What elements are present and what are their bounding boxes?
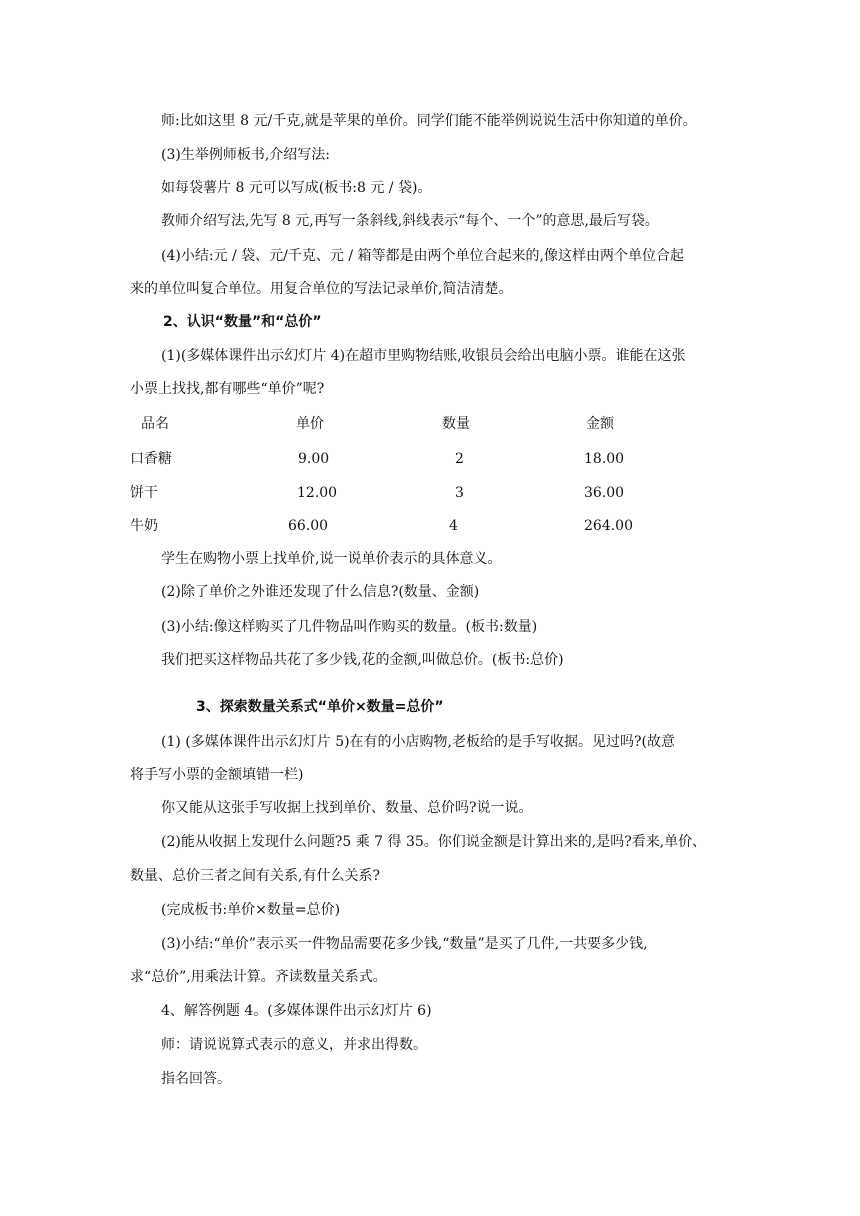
paragraph: 指名回答。 xyxy=(161,1071,231,1087)
table-cell: 9.00 xyxy=(298,451,330,467)
section-heading: 3、探索数量关系式“单价×数量=总价” xyxy=(196,699,444,715)
paragraph-continuation: 求“总价”,用乘法计算。齐读数量关系式。 xyxy=(130,969,387,985)
table-cell: 饼干 xyxy=(130,485,158,501)
table-cell: 4 xyxy=(449,518,458,534)
paragraph: (4)小结:元 / 袋、元/千克、元 / 箱等都是由两个单位合起来的,像这样由两个单位合起 xyxy=(161,248,684,264)
paragraph: (3)小结:像这样购买了几件物品叫作购买的数量。(板书:数量) xyxy=(161,619,538,635)
paragraph: (完成板书:单价×数量=总价) xyxy=(161,902,341,918)
paragraph: (1)(多媒体课件出示幻灯片 4)在超市里购物结账,收银员会给出电脑小票。谁能在这张 xyxy=(161,348,686,364)
table-cell: 口香糖 xyxy=(130,451,172,467)
paragraph: (3)小结:“单价”表示买一件物品需要花多少钱,“数量”是买了几件,一共要多少钱, xyxy=(161,936,648,952)
table-cell: 36.00 xyxy=(584,485,625,501)
table-header-cell: 数量 xyxy=(442,416,470,432)
paragraph: (2)除了单价之外谁还发现了什么信息?(数量、金额) xyxy=(161,584,480,600)
table-cell: 18.00 xyxy=(584,451,625,467)
paragraph: 师:比如这里 8 元/千克,就是苹果的单价。同学们能不能举例说说生活中你知道的单价。 xyxy=(161,113,697,129)
table-cell: 264.00 xyxy=(584,518,633,534)
section-heading: 2、认识“数量”和“总价” xyxy=(163,314,322,330)
paragraph: 如每袋薯片 8 元可以写成(板书:8 元 / 袋)。 xyxy=(161,180,432,196)
table-header-cell: 单价 xyxy=(296,416,324,432)
table-cell: 3 xyxy=(455,485,464,501)
paragraph: (1) (多媒体课件出示幻灯片 5)在有的小店购物,老板给的是手写收据。见过吗?(故意 xyxy=(161,734,675,750)
paragraph-continuation: 来的单位叫复合单位。用复合单位的写法记录单价,简洁清楚。 xyxy=(130,281,513,297)
table-header-cell: 品名 xyxy=(141,416,169,432)
paragraph-continuation: 数量、总价三者之间有关系,有什么关系? xyxy=(130,868,380,884)
paragraph: (2)能从收据上发现什么问题?5 乘 7 得 35。你们说金额是计算出来的,是吗?看来,单价、 xyxy=(161,834,707,850)
paragraph: 你又能从这张手写收据上找到单价、数量、总价吗?说一说。 xyxy=(161,800,533,816)
paragraph: 师：请说说算式表示的意义，并求出得数。 xyxy=(161,1037,427,1053)
table-cell: 12.00 xyxy=(297,485,338,501)
paragraph: 学生在购物小票上找单价,说一说单价表示的具体意义。 xyxy=(161,551,502,567)
paragraph: 教师介绍写法,先写 8 元,再写一条斜线,斜线表示“每个、一个”的意思,最后写袋。 xyxy=(161,213,659,229)
table-header-cell: 金额 xyxy=(586,416,614,432)
paragraph-continuation: 小票上找找,都有哪些“单价”呢? xyxy=(130,381,325,397)
paragraph: 4、解答例题 4。(多媒体课件出示幻灯片 6) xyxy=(161,1003,432,1019)
paragraph: 我们把买这样物品共花了多少钱,花的金额,叫做总价。(板书:总价) xyxy=(161,652,564,668)
table-cell: 牛奶 xyxy=(130,518,158,534)
paragraph: (3)生举例师板书,介绍写法: xyxy=(161,147,330,163)
table-cell: 2 xyxy=(455,451,464,467)
table-cell: 66.00 xyxy=(288,518,329,534)
paragraph-continuation: 将手写小票的金额填错一栏) xyxy=(130,767,304,783)
